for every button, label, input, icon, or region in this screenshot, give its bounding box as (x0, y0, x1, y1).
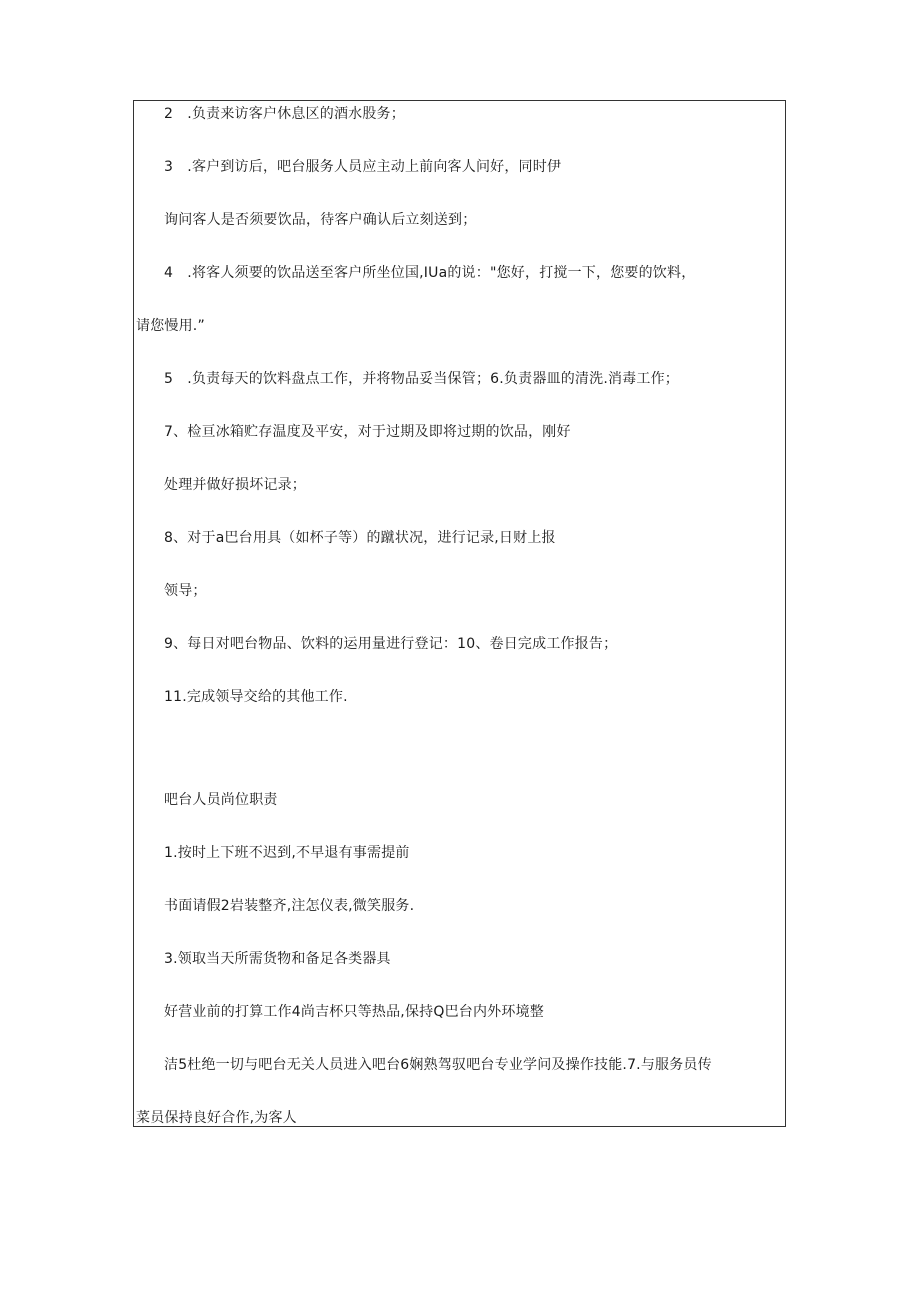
text-line-duty-3: 3 .客户到访后，吧台服务人员应主动上前向客人问好，同时伊 (164, 159, 562, 175)
text-line-rule-4: 好营业前的打算工作4尚吉杯只等热品,保持Q巴台内外环境整 (164, 1004, 544, 1020)
text-line-rule-1: 1.按时上下班不迟到,不早退有事需提前 (164, 845, 410, 861)
text-line-duty-2: 2 .负责来访客户休息区的酒水股务； (164, 106, 405, 122)
text-line-rule-5-7: 洁5杜绝一切与吧台无关人员进入吧台6娴熟驾驭吧台专业学问及操作技能.7.与服务员传 (164, 1057, 712, 1073)
text-line-duty-4-cont: 请您慢用.” (136, 318, 205, 334)
text-line-rule-7-cont: 菜员保持良好合作,为客人 (136, 1110, 297, 1126)
text-line-duty-11: 11.完成领导交给的其他工作. (164, 689, 348, 705)
text-line-duty-5-6: 5 .负责每天的饮料盘点工作，并将物品妥当保管；6.负责器皿的清洗.消毒工作； (164, 371, 679, 387)
text-line-duty-8-cont: 领导； (164, 583, 207, 599)
text-line-duty-7-cont: 处理并做好损坏记录； (164, 477, 306, 493)
text-line-duty-8: 8、对于a巴台用具（如杯子等）的蹴状况，进行记录,日财上报 (164, 530, 556, 546)
text-line-duty-3-cont: 询问客人是否须要饮品，待客户确认后立刻送到； (164, 212, 477, 228)
text-line-duty-7: 7、检亘冰箱贮存温度及平安，对于过期及即将过期的饮品，刚好 (164, 424, 571, 440)
document-frame (133, 100, 786, 1127)
text-line-duty-4: 4 .将客人须要的饮品送至客户所坐位国,IUa的说："您好，打搅一下，您要的饮料， (164, 265, 696, 281)
text-line-rule-2: 书面请假2岩装整齐,注怎仪表,微笑服务. (164, 898, 415, 914)
text-line-duty-9-10: 9、每日对吧台物品、饮料的运用量进行登记：10、卷日完成工作报告； (164, 636, 618, 652)
section-heading: 吧台人员尚位职责 (164, 792, 278, 808)
text-line-rule-3: 3.领取当天所需货物和备足各类器具 (164, 951, 391, 967)
